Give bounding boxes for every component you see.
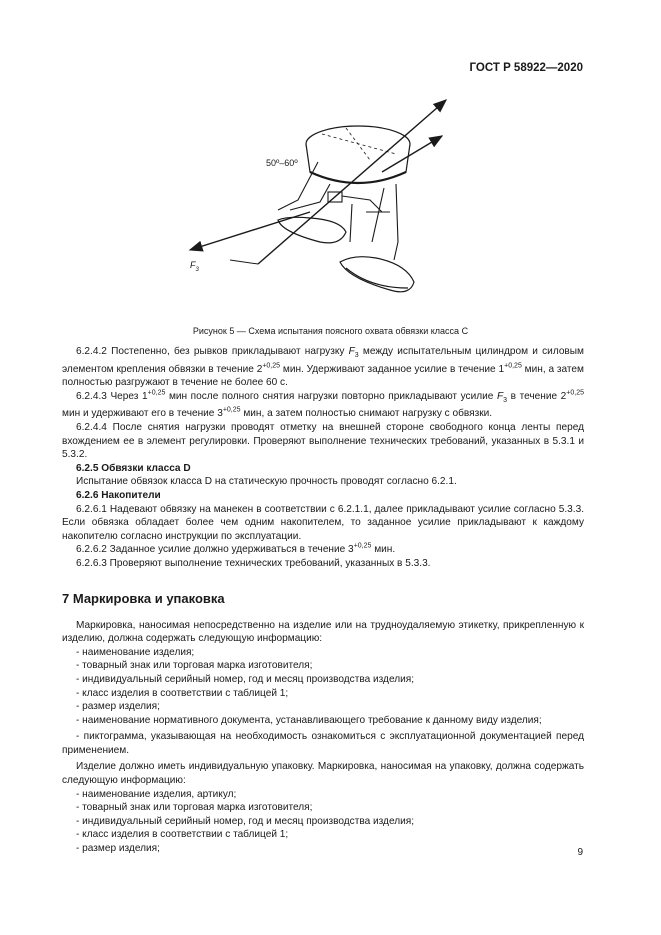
list-item: - товарный знак или торговая марка изготовителя; — [76, 660, 313, 672]
paragraph-6-2-6-2: 6.2.6.2 Заданное усилие должно удерживаться в течение $3^{+0,25}$ мин. — [76, 542, 396, 556]
marking-intro: Маркировка, наносимая непосредственно на изделие или на трудноудаляемую этикетку, прикрепленную к изделию, должна содержать следующую информацию: — [62, 619, 584, 645]
list-item: - наименование нормативного документа, устанавливающего требование к данному виду изделия; — [76, 714, 542, 726]
paragraph-6-2-5: Испытание обвязок класса D на статическую прочность проводят согласно 6.2.1. — [76, 476, 457, 488]
force-label: $F_3$ — [190, 260, 199, 273]
list-item: - индивидуальный серийный номер, год и месяц производства изделия; — [76, 673, 415, 685]
packaging-intro: Изделие должно иметь индивидуальную упаковку. Маркировка, наносимая на упаковку, должна содержать следующую информацию: — [62, 761, 584, 787]
list-item: - размер изделия; — [76, 843, 160, 855]
paragraph-6-2-6-1: 6.2.6.1 Надевают обвязку на манекен в соответствии с 6.2.1.1, далее прикладывают усилие согласно 5.3.3. Если обвязка обладает более чем одним накопителем, то заданное усилие прикладывают к каждому накопителю согласно инструкции по эксплуатации. — [62, 503, 584, 542]
paragraph-6-2-6-3: 6.2.6.3 Проверяют выполнение технических требований, указанных в 5.3.3. — [76, 557, 431, 569]
heading-6-2-6: 6.2.6 Накопители — [76, 489, 161, 501]
list-item: - индивидуальный серийный номер, год и месяц производства изделия; — [76, 815, 415, 827]
list-item: - пиктограмма, указывающая на необходимость ознакомиться с эксплуатационной документацией перед применением. — [62, 731, 584, 756]
document-id-header: ГОСТ Р 58922—2020 — [469, 62, 583, 74]
belt-test-illustration — [170, 92, 490, 317]
angle-label: 50º–60º — [266, 158, 298, 168]
figure-caption: Рисунок 5 — Схема испытания поясного охвата обвязки класса С — [192, 326, 469, 336]
list-item: - наименование изделия, артикул; — [76, 788, 237, 800]
paragraph-6-2-4-3: 6.2.4.3 Через $1^{+0,25}$ мин после полного снятия нагрузки повторно прикладывают усилие $F_3$ в течение $2^{+0,25}$ мин и удерживают его в течение $3^{+0,25}$ мин, а затем полностью снимают нагрузку с обвязки. — [62, 389, 584, 420]
list-item: - класс изделия в соответствии с таблицей 1; — [76, 687, 289, 699]
list-item: - класс изделия в соответствии с таблицей 1; — [76, 829, 289, 841]
figure-5-test-diagram — [170, 92, 490, 317]
paragraph-6-2-4-4: 6.2.4.4 После снятия нагрузки проводят отметку на внешней стороне свободного конца ленты перед вхождением ее в элемент регулировки. Проверяют выполнение технических требований, указанных в 5.3.1 и 5.3.2. — [62, 422, 584, 461]
heading-6-2-5: 6.2.5 Обвязки класса D — [76, 462, 191, 474]
list-item: - размер изделия; — [76, 701, 160, 713]
paragraph-6-2-4-2: 6.2.4.2 Постепенно, без рывков прикладывают нагрузку $F_3$ между испытательным цилиндром и силовым элементом крепления обвязки в течение $2^{+0,25}$ мин. Удерживают заданное усилие в течение $1^{+0,25}$ мин, а затем полностью разгружают в течение не более 60 с. — [62, 346, 584, 389]
section-7-heading: 7 Маркировка и упаковка — [62, 590, 225, 606]
list-item: - наименование изделия; — [76, 646, 195, 658]
list-item: - товарный знак или торговая марка изготовителя; — [76, 802, 313, 814]
test-cylinder — [306, 126, 410, 183]
document-body — [62, 345, 584, 856]
page-number: 9 — [577, 847, 583, 858]
